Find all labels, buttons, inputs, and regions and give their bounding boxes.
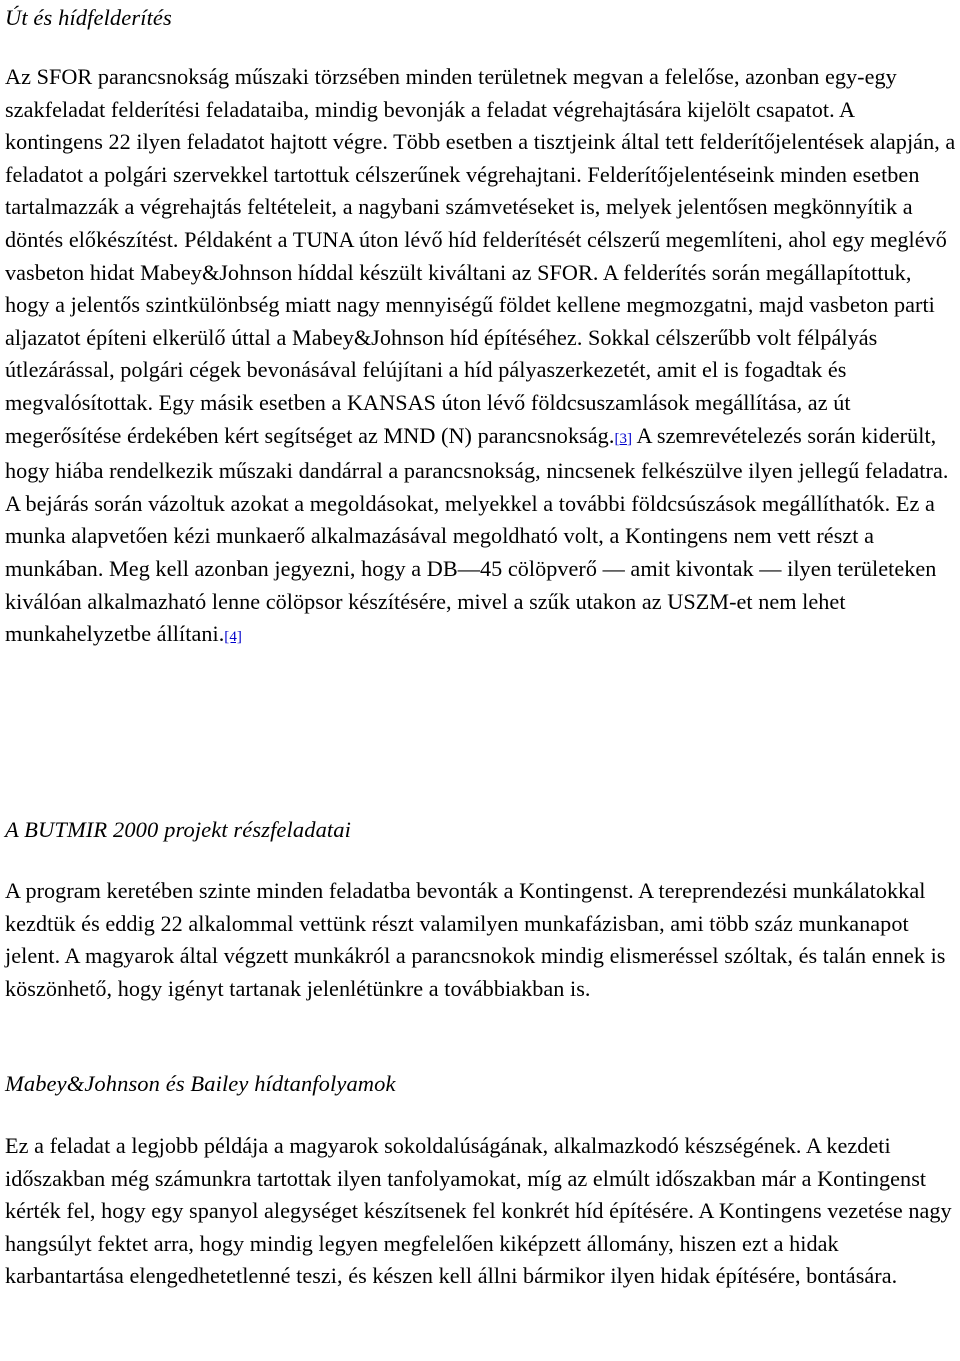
section-paragraph-butmir-2000: A program keretében szinte minden feladatba bevonták a Kontingenst. A tereprendezési munkálatokkal kezdtük és eddig 22 alkalommal vettünk részt valamilyen munkafázisban, ami több száz munkanapot jelent. A magyarok által végzett munkákról a parancsnokok mindig elismeréssel szóltak, és talán ennek is köszönhető, hogy igényt tartanak jelenlétünkre a továbbiakban is. <box>5 878 946 1001</box>
paragraph-text: A szemrevételezés során kiderült, hogy hiába rendelkezik műszaki dandárral a parancsnokság, nincsenek felkészülve ilyen jellegű feladatra. A bejárás során vázoltuk azokat a megoldásokat, melyekkel a további földcsúszások megállíthatók. Ez a munka alapvetően kézi munkaerő alkalmazásával megoldható volt, a Kontingens nem vett részt a munkában. Meg kell azonban jegyezni, hogy a DB—45 cölöpverő — amit kivontak — ilyen területeken kiválóan alkalmazható lenne cölöpsor készítésére, mivel a szűk utakon az USZM-et nem lehet munkahelyzetbe állítani. <box>5 422 949 647</box>
section-heading-ut-es-hidfelderites: Út és hídfelderítés <box>5 5 172 30</box>
footnote-link-4[interactable]: [4] <box>224 629 242 646</box>
section-heading-butmir-2000: A BUTMIR 2000 projekt részfeladatai <box>5 817 351 842</box>
section-paragraph-hidtanfolyamok: Ez a feladat a legjobb példája a magyarok sokoldalúságának, alkalmazkodó készségének. A kezdeti időszakban még számunkra tartottak ilyen tanfolyamokat, míg az elmúlt időszakban már a Kontingenst kérték fel, hogy egy spanyol alegységet készítsenek fel konkrét híd építésére. A Kontingens vezetése nagy hangsúlyt fektet arra, hogy mindig legyen megfelelően kiképzett állomány, hiszen ezt a hidak karbantartása elengedhetetlenné teszi, és készen kell állni bármikor ilyen hidak építésére, bontására. <box>5 1133 952 1289</box>
paragraph-text: Az SFOR parancsnokság műszaki törzsében minden területnek megvan a felelőse, azonban egy-egy szakfeladat felderítési feladataiba, mindig bevonják a feladat végrehajtására kijelölt csapatot. A kontingens 22 ilyen feladatot hajtott végre. Több esetben a tisztjeink által tett felderítőjelentések alapján, a feladatot a polgári szervekkel tartottuk célszerűnek végrehajtani. Felderítőjelentéseink minden esetben tartalmazzák a végrehajtás feltételeit, a nagybani számvetéseket is, melyek jelentősen megkönnyítik a döntés előkészítést. Példaként a TUNA úton lévő híd felderítését célszerű megemlíteni, ahol egy meglévő vasbeton hidat Mabey&Johnson híddal készült kiváltani az SFOR. A felderítés során megállapítottuk, hogy a jelentős szintkülönbség miatt nagy mennyiségű földet kellene megmozgatni, majd vasbeton parti aljazatot építeni elkerülő úttal a Mabey&Johnson híd építéséhez. Sokkal célszerűbb volt félpályás útlezárással, polgári cégek bevonásával felújítani a híd pályaszerkezetét, amit el is fogadtak és megvalósítottak. Egy másik esetben a KANSAS úton lévő földcsuszamlások megállítása, az út megerősítése érdekében kért segítséget az MND (N) parancsnokság. <box>5 64 956 448</box>
section-heading-hidtanfolyamok: Mabey&Johnson és Bailey hídtanfolyamok <box>5 1071 396 1096</box>
section-paragraph-ut-es-hidfelderites <box>5 61 957 654</box>
footnote-link-3[interactable]: [3] <box>614 430 633 447</box>
